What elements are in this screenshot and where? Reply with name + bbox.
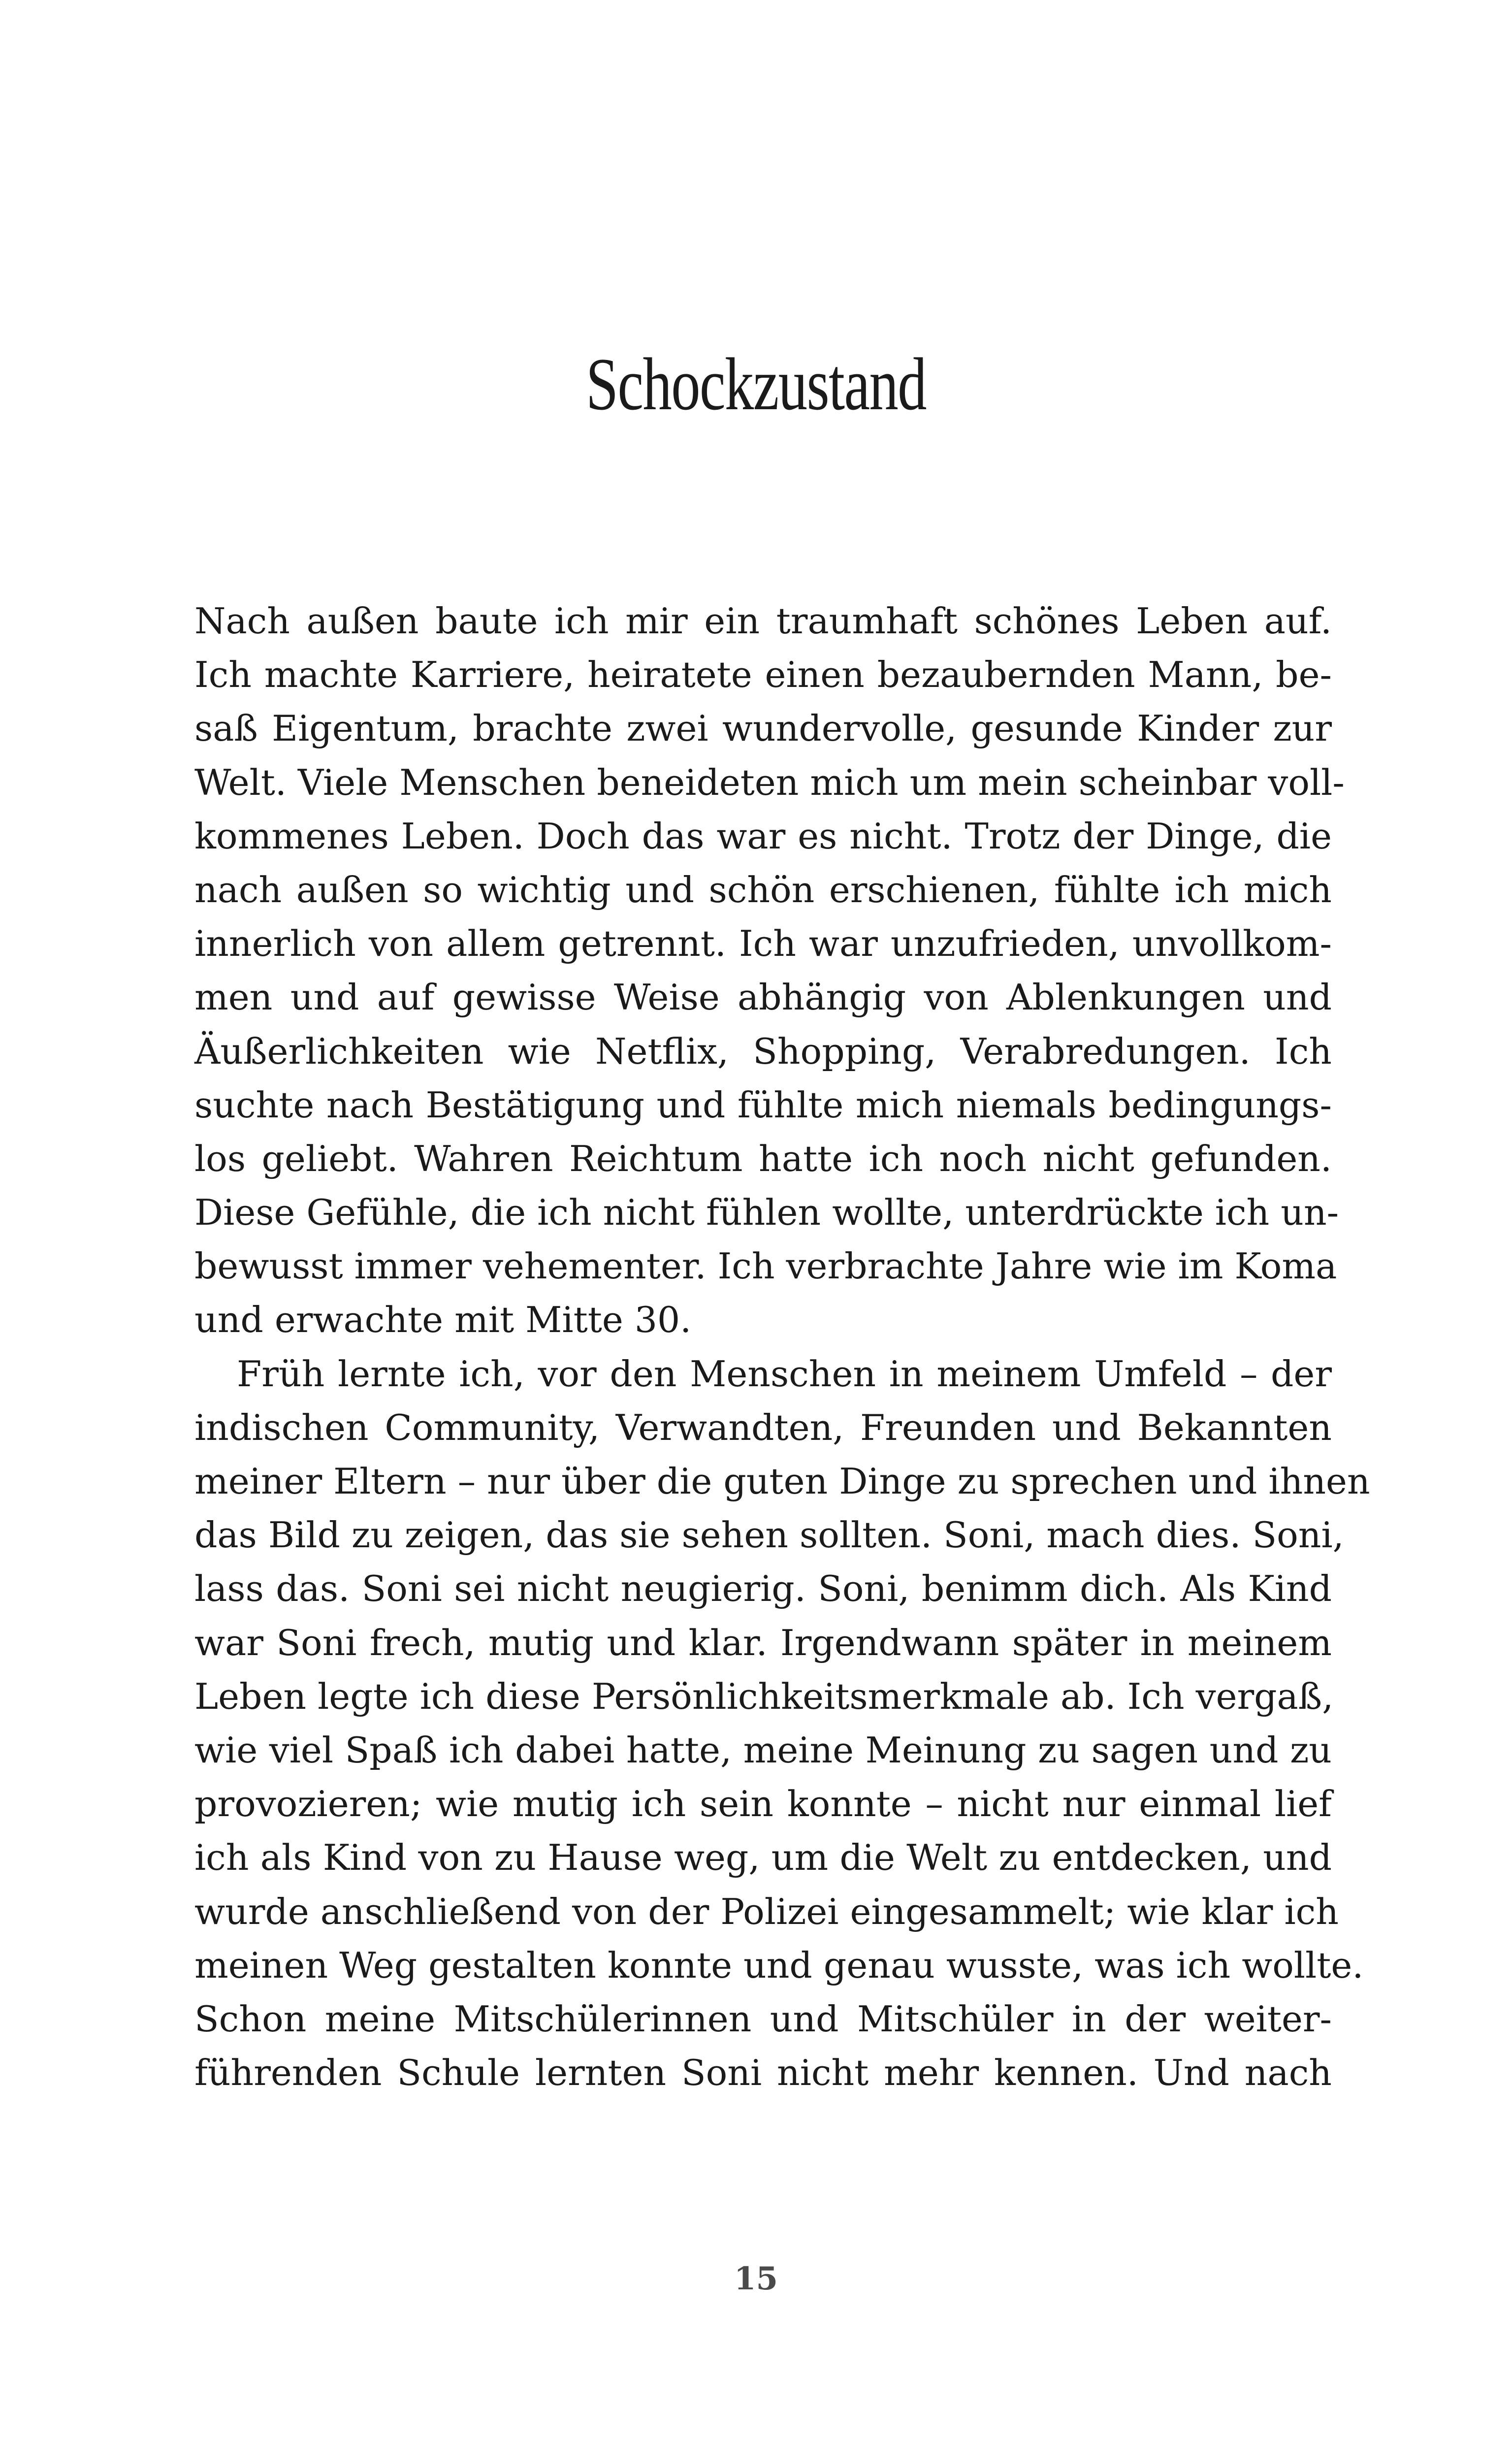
text-line: Leben legte ich diese Persönlichkeitsmerkmale ab. Ich vergaß, xyxy=(194,1676,1334,1718)
chapter-title: Schockzustand xyxy=(586,343,926,425)
text-line: saß Eigentum, brachte zwei wundervolle, gesunde Kinder zur xyxy=(194,708,1332,750)
text-line: los geliebt. Wahren Reichtum hatte ich noch nicht gefunden. xyxy=(194,1138,1332,1180)
text-line: suchte nach Bestätigung und fühlte mich niemals bedingungs- xyxy=(194,1084,1332,1126)
paragraph-2 xyxy=(194,1348,1370,2101)
text-line: Welt. Viele Menschen beneideten mich um mein scheinbar voll- xyxy=(194,762,1345,804)
text-line: men und auf gewisse Weise abhängig von Ablenkungen und xyxy=(194,977,1332,1019)
text-line: Äußerlichkeiten wie Netflix, Shopping, Verabredungen. Ich xyxy=(194,1031,1332,1073)
text-line: nach außen so wichtig und schön erschienen, fühlte ich mich xyxy=(194,869,1332,911)
text-line: ich als Kind von zu Hause weg, um die Welt zu entdecken, und xyxy=(194,1837,1332,1879)
text-line: Nach außen baute ich mir ein traumhaft schönes Leben auf. xyxy=(194,601,1332,642)
text-line: bewusst immer vehementer. Ich verbrachte Jahre wie im Koma xyxy=(194,1246,1337,1288)
text-line: wie viel Spaß ich dabei hatte, meine Meinung zu sagen und zu xyxy=(194,1729,1332,1771)
text-line: provozieren; wie mutig ich sein konnte – nicht nur einmal lief xyxy=(194,1784,1332,1825)
text-line: das Bild zu zeigen, das sie sehen sollten. Soni, mach dies. Soni, xyxy=(194,1515,1344,1557)
text-line: und erwachte mit Mitte 30. xyxy=(194,1300,692,1341)
paragraph-1 xyxy=(194,595,1345,1348)
page-number: 15 xyxy=(734,2260,778,2297)
text-line: Diese Gefühle, die ich nicht fühlen wollte, unterdrückte ich un- xyxy=(194,1192,1339,1234)
text-line: wurde anschließend von der Polizei eingesammelt; wie klar ich xyxy=(194,1891,1339,1933)
text-line: Ich machte Karriere, heiratete einen bezaubernden Mann, be- xyxy=(194,654,1332,696)
body-text xyxy=(194,595,1370,2100)
text-line: Früh lernte ich, vor den Menschen in meinem Umfeld – der xyxy=(237,1353,1332,1395)
text-line: meiner Eltern – nur über die guten Dinge zu sprechen und ihnen xyxy=(194,1461,1370,1502)
text-line: führenden Schule lernten Soni nicht mehr kennen. Und nach xyxy=(194,2052,1332,2094)
text-line: indischen Community, Verwandten, Freunden und Bekannten xyxy=(194,1407,1332,1449)
text-line: meinen Weg gestalten konnte und genau wusste, was ich wollte. xyxy=(194,1945,1364,1987)
text-line: lass das. Soni sei nicht neugierig. Soni, benimm dich. Als Kind xyxy=(194,1568,1332,1610)
text-line: innerlich von allem getrennt. Ich war unzufrieden, unvollkom- xyxy=(194,923,1332,965)
text-line: Schon meine Mitschülerinnen und Mitschüler in der weiter- xyxy=(194,1998,1332,2040)
text-line: kommenes Leben. Doch das war es nicht. Trotz der Dinge, die xyxy=(194,815,1332,857)
text-line: war Soni frech, mutig und klar. Irgendwann später in meinem xyxy=(194,1622,1332,1664)
